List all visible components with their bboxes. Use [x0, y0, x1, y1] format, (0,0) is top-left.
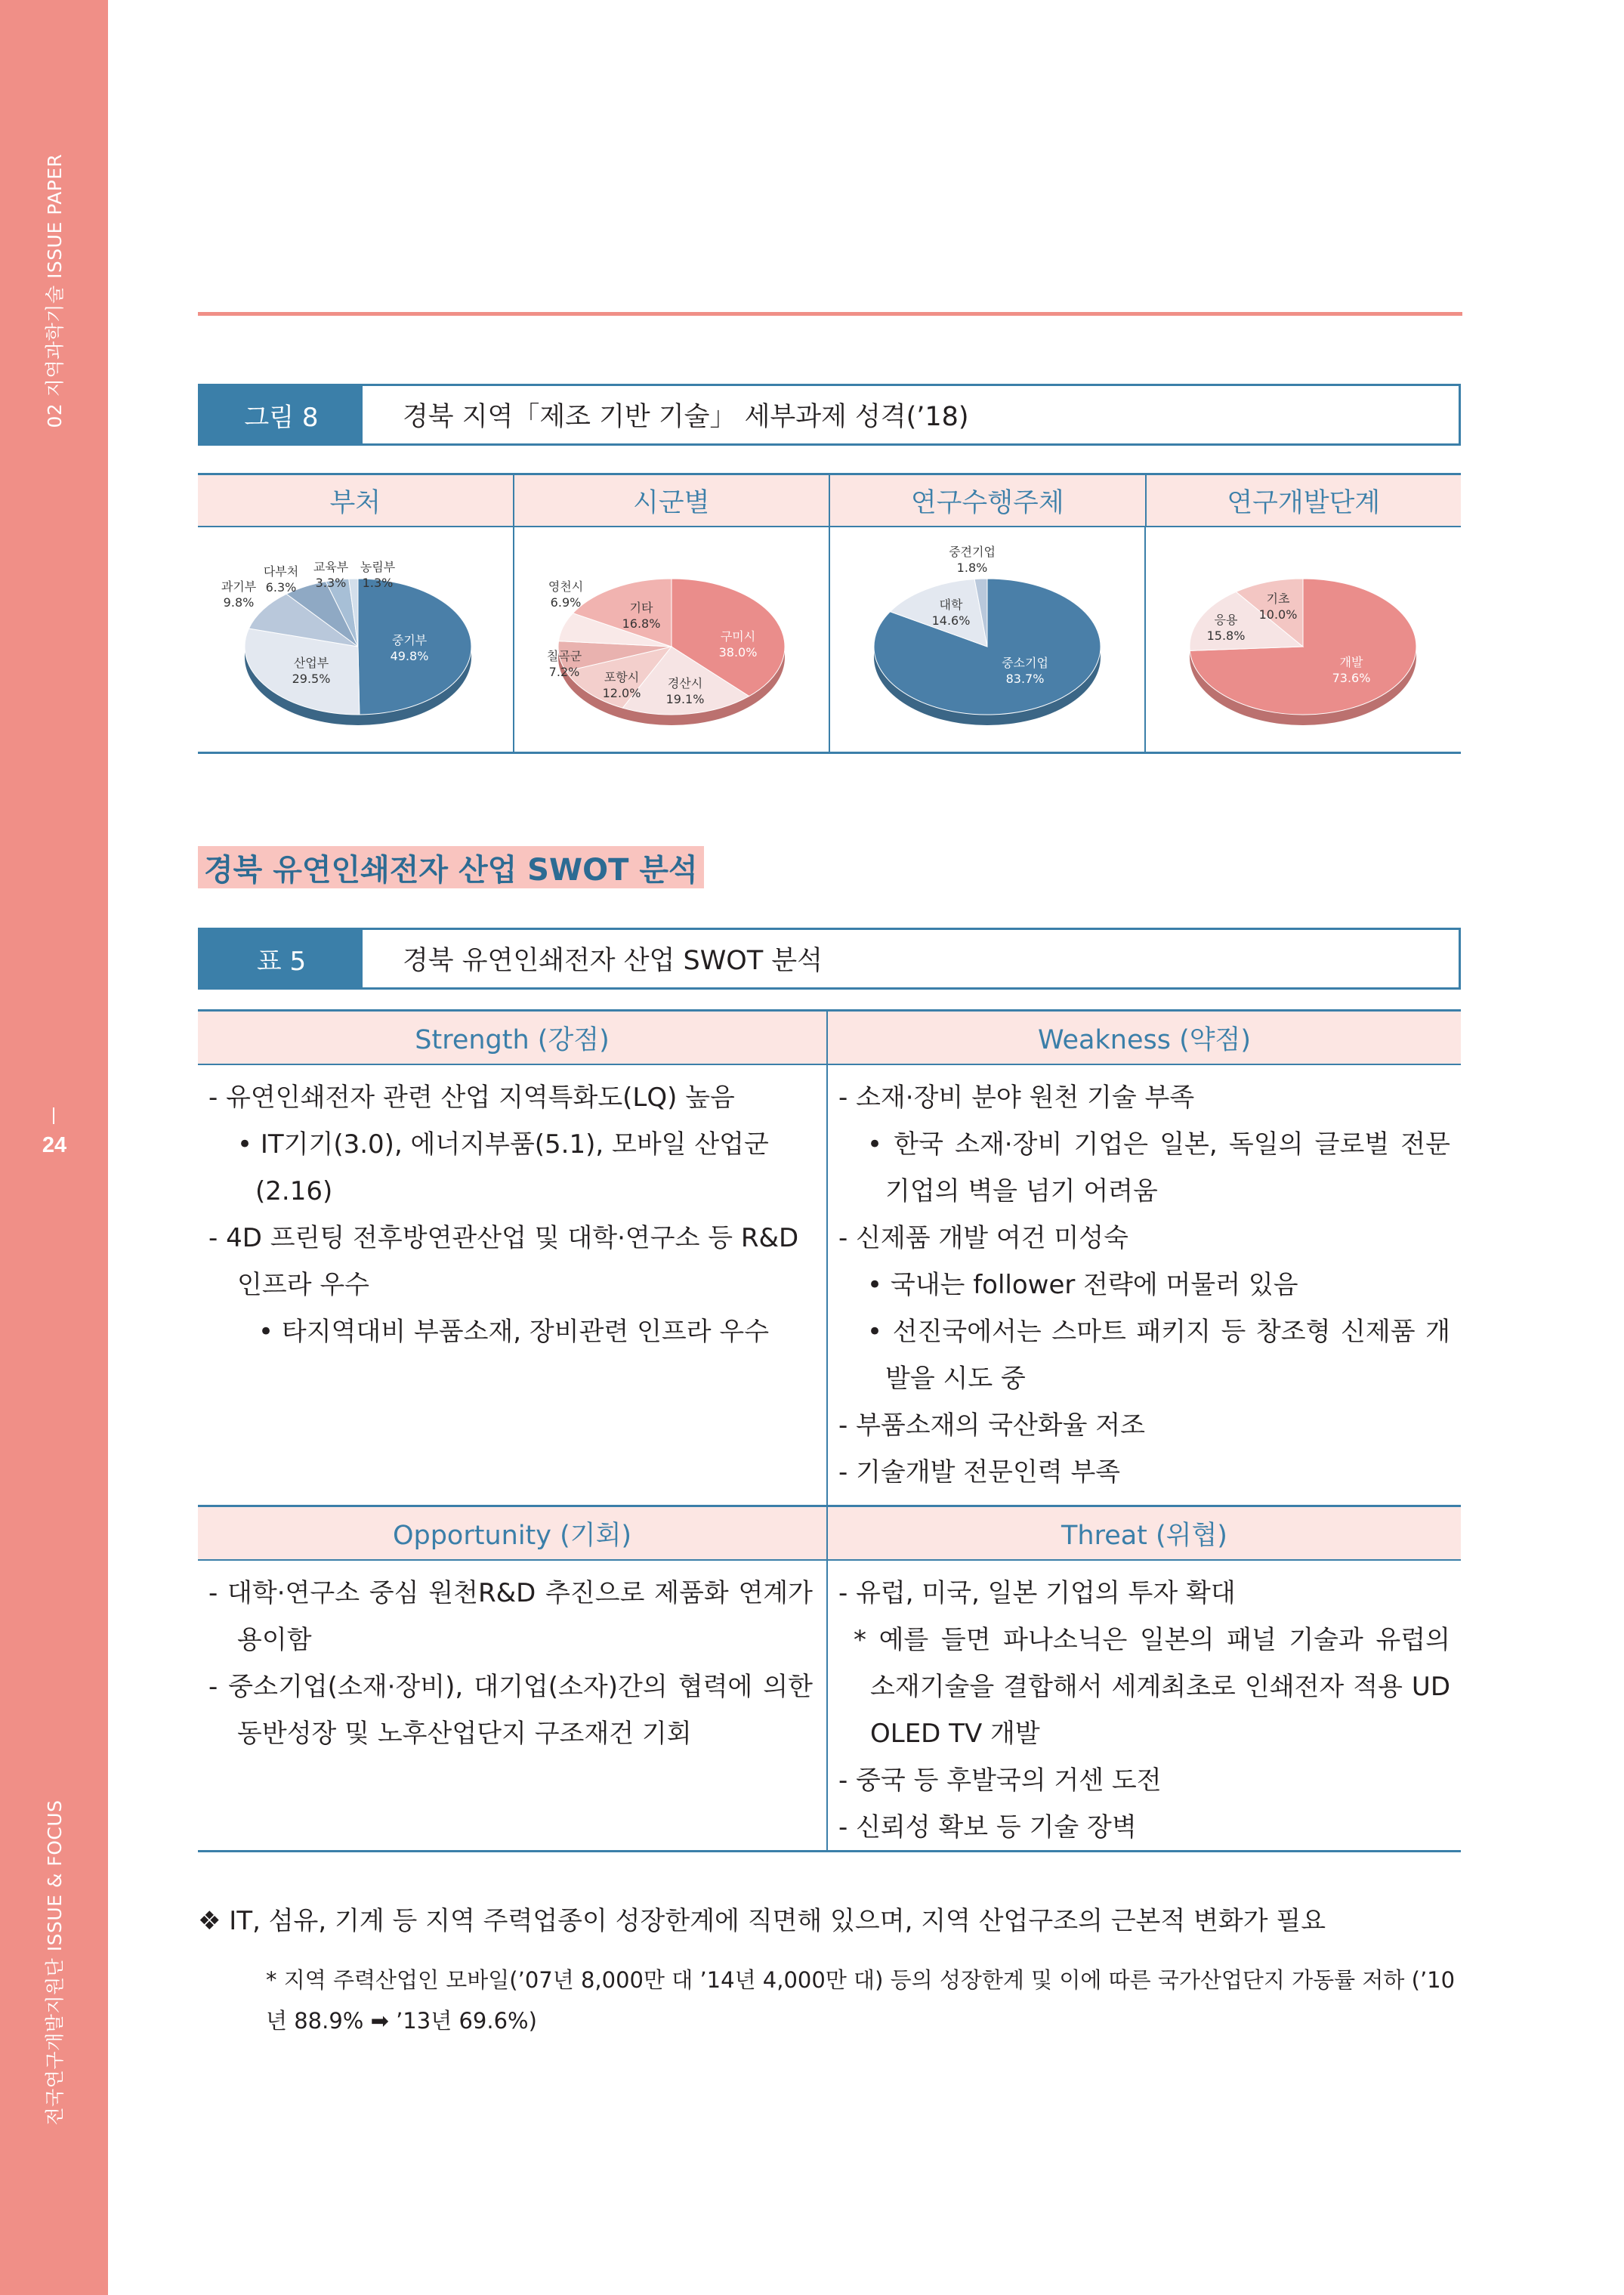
threat-header: Threat (위협) [828, 1505, 1461, 1561]
swot-column-divider [826, 1009, 828, 1852]
table-caption [198, 928, 1461, 990]
pie-value: 6.9% [550, 595, 582, 610]
pie-value: 3.3% [315, 576, 347, 590]
pie-value: 73.6% [1332, 671, 1371, 685]
sidebar-bottom-text: 전국연구개발지원단 ISSUE & FOCUS [44, 1799, 66, 2126]
strength-item: - 4D 프린팅 전후방연관산업 및 대학·연구소 등 R&D 인프라 우수 [208, 1223, 799, 1300]
table-label: 표 5 [200, 930, 363, 987]
summary-note-text: IT, 섬유, 기계 등 지역 주력업종이 성장한계에 직면해 있으며, 지역 산업구조의 근본적 변화가 필요 [229, 1906, 1326, 1936]
strength-subitem: • IT기기(3.0), 에너지부품(5.1), 모바일 산업군(2.16) [237, 1129, 769, 1206]
figure-header-ministry: 부처 [329, 487, 381, 518]
summary-note [198, 1900, 1326, 1937]
opportunity-item: - 중소기업(소재·장비), 대기업(소자)간의 협력에 의한 동반성장 및 노후산업단지 구조재건 기회 [208, 1672, 813, 1749]
pie-label: 산업부 [293, 656, 329, 670]
pie-value: 14.6% [931, 613, 971, 628]
page-number-tick [53, 1107, 54, 1124]
opportunity-body [208, 1570, 813, 1757]
pie-value: 38.0% [718, 645, 758, 659]
pie-value: 10.0% [1258, 607, 1298, 622]
weakness-subitem: • 선진국에서는 스마트 패키지 등 창조형 신제품 개발을 시도 중 [867, 1317, 1450, 1394]
pie-label: 중소기업 [1002, 656, 1048, 670]
pie-label: 개발 [1339, 655, 1363, 669]
swot-table [198, 1009, 1461, 1852]
strength-header: Strength (강점) [198, 1009, 826, 1065]
pie-value: 15.8% [1206, 629, 1246, 643]
pie-chart-region [514, 527, 829, 752]
diamond-bullet-icon: ❖ [198, 1906, 221, 1936]
pie-label: 포항시 [604, 670, 640, 684]
top-rule [198, 312, 1462, 316]
table-title: 경북 유연인쇄전자 산업 SWOT 분석 [403, 946, 823, 976]
threat-body [838, 1570, 1450, 1851]
pie-value: 6.3% [265, 580, 297, 595]
sidebar-top-text: 02 지역과학기술 ISSUE PAPER [44, 153, 66, 428]
figure-header-region: 시군별 [513, 475, 829, 526]
threat-subitem: * 예를 들면 파나소닉은 일본의 패널 기술과 유럽의 소재기술을 결합해서 세계최초로 인쇄전자 적용 UD OLED TV 개발 [854, 1625, 1450, 1749]
figure-header-stage: 연구개발단계 [1145, 475, 1462, 526]
pie-label: 중기부 [391, 633, 428, 647]
pie-value: 1.8% [956, 561, 988, 575]
pie-label: 구미시 [720, 629, 756, 644]
pie-value: 19.1% [665, 692, 705, 706]
threat-item: - 중국 등 후발국의 거센 도전 [838, 1765, 1162, 1796]
pie-chart-performer [830, 527, 1144, 752]
weakness-subitem: • 국내는 follower 전략에 머물러 있음 [867, 1270, 1298, 1300]
pie-label: 기타 [629, 601, 653, 615]
figure-title: 경북 지역「제조 기반 기술」 세부과제 성격(’18) [403, 402, 969, 432]
pie-value: 7.2% [548, 665, 580, 679]
pie-chart-ministry [198, 527, 513, 752]
pie-label: 응용 [1214, 613, 1238, 627]
pie-value: 9.8% [223, 595, 255, 610]
pie-value: 1.3% [362, 576, 394, 590]
section-title: 경북 유연인쇄전자 산업 SWOT 분석 [198, 846, 704, 888]
figure-body [198, 527, 1461, 754]
strength-subitem: • 타지역대비 부품소재, 장비관련 인프라 우수 [258, 1317, 770, 1347]
weakness-item: - 기술개발 전문인력 부족 [838, 1457, 1121, 1487]
pie-label: 과기부 [221, 579, 257, 594]
swot-bottom-rule [198, 1850, 1461, 1852]
pie-label: 영천시 [548, 579, 584, 594]
strength-body [208, 1074, 813, 1355]
pie-label: 경산시 [667, 676, 703, 690]
threat-item: - 유럽, 미국, 일본 기업의 투자 확대 [838, 1578, 1236, 1608]
weakness-item: - 신제품 개발 여건 미성숙 [838, 1223, 1128, 1253]
pie-label: 칠곡군 [546, 649, 582, 663]
opportunity-header: Opportunity (기회) [198, 1505, 826, 1561]
figure-caption [198, 384, 1461, 446]
weakness-subitem: • 한국 소재·장비 기업은 일본, 독일의 글로벌 전문 기업의 벽을 넘기 어려움 [867, 1129, 1450, 1206]
figure-header-row [198, 473, 1461, 527]
figure-label: 그림 8 [200, 386, 363, 443]
pie-value: 16.8% [622, 616, 661, 631]
pie-value: 12.0% [602, 686, 641, 700]
pie-label: 기초 [1266, 592, 1290, 606]
pie-value: 49.8% [390, 649, 429, 663]
page-number: 24 [42, 1133, 67, 1157]
pie-label: 농림부 [360, 560, 396, 574]
threat-item: - 신뢰성 확보 등 기술 장벽 [838, 1812, 1137, 1842]
opportunity-item: - 대학·연구소 중심 원천R&D 추진으로 제품화 연계가 용이함 [208, 1578, 813, 1655]
weakness-body [838, 1074, 1450, 1496]
pie-label: 중견기업 [949, 545, 996, 559]
pie-value: 29.5% [292, 672, 331, 686]
footnote: * 지역 주력산업인 모바일(’07년 8,000만 대 ’14년 4,000만 대) 등의 성장한계 및 이에 따른 국가산업단지 가동률 저하 (’10년 88.9% ➡ ’13년 69.6%) [266, 1967, 1456, 2034]
weakness-header: Weakness (약점) [828, 1009, 1461, 1065]
figure-header-performer: 연구수행주체 [829, 475, 1145, 526]
pie-label: 교육부 [313, 560, 349, 574]
pie-label: 대학 [939, 598, 963, 612]
pie-value: 83.7% [1005, 672, 1045, 686]
pie-label: 다부처 [263, 564, 299, 579]
weakness-item: - 소재·장비 분야 원천 기술 부족 [838, 1083, 1195, 1113]
strength-item: - 유연인쇄전자 관련 산업 지역특화도(LQ) 높음 [208, 1083, 735, 1113]
weakness-item: - 부품소재의 국산화율 저조 [838, 1410, 1145, 1441]
pie-chart-stage [1146, 527, 1461, 752]
